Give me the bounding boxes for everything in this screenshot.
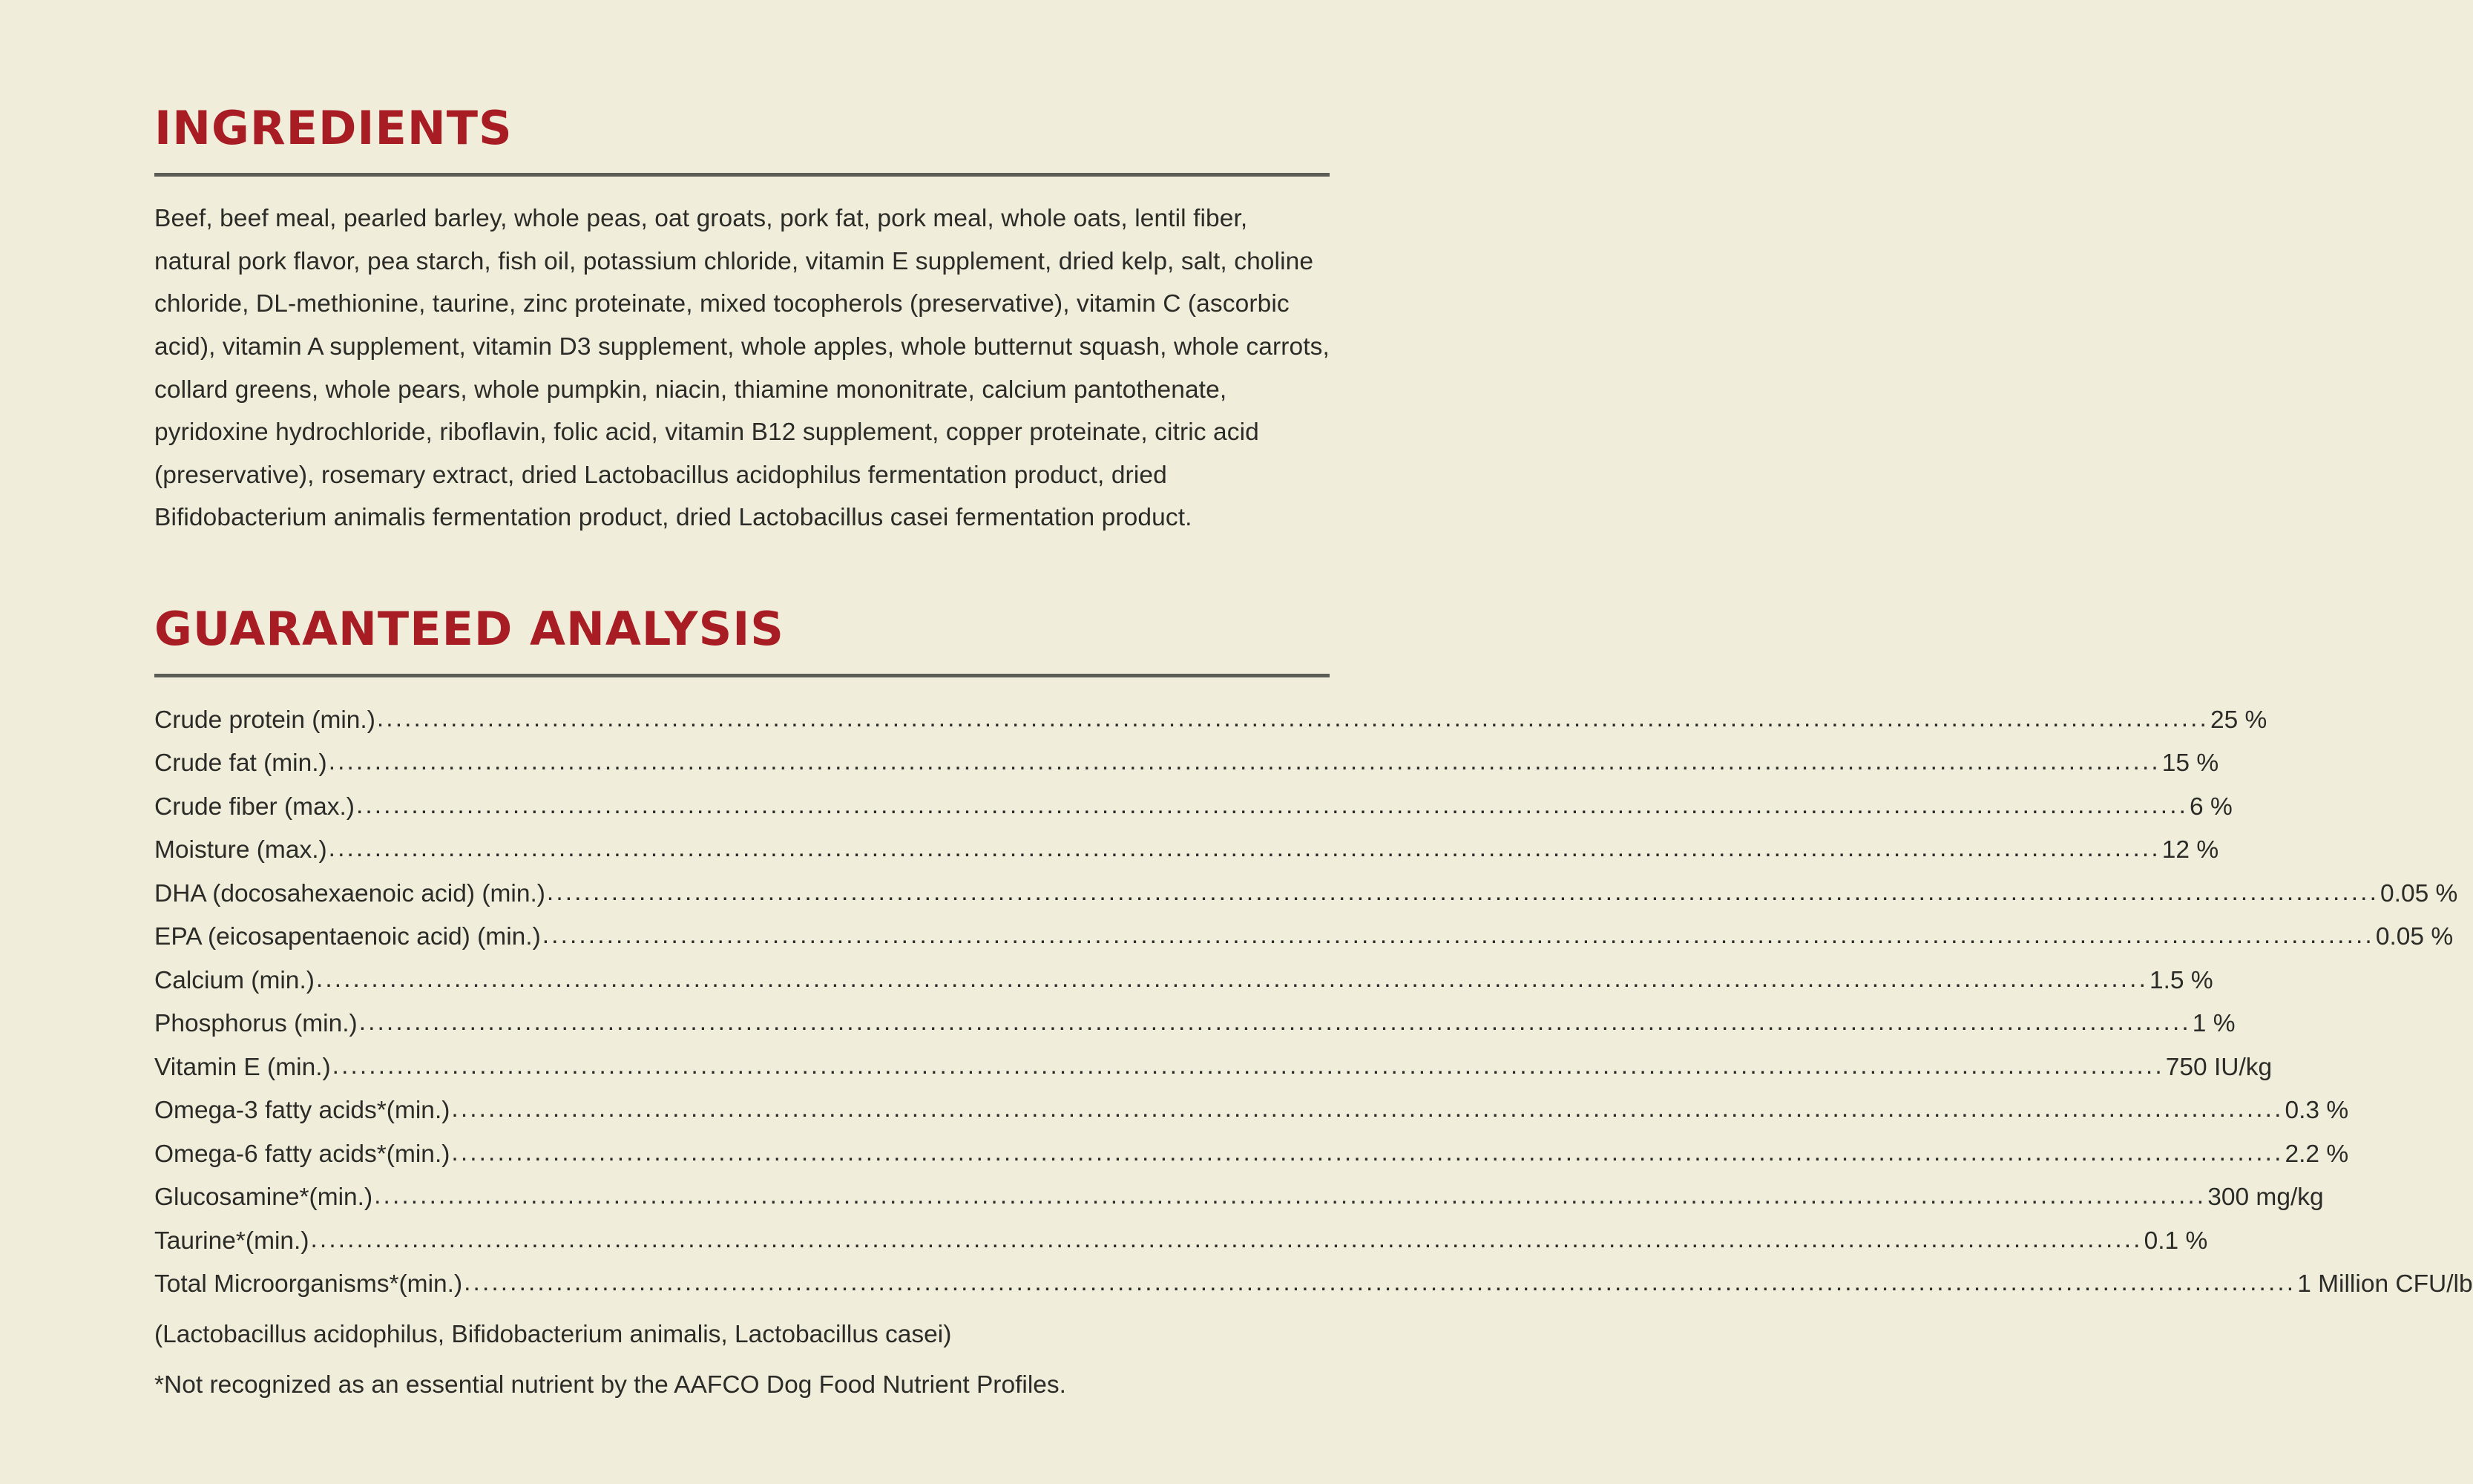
dot-leader: ....................................................................................................................................................................................................... [358,1008,2191,1037]
guaranteed-analysis-heading: GUARANTEED ANALYSIS [154,601,784,656]
guaranteed-analysis-row [154,1219,2208,1263]
guaranteed-analysis-row [154,785,2233,829]
nutrient-value: 0.1 % [2144,1227,2208,1255]
ingredients-text: Beef, beef meal, pearled barley, whole peas, oat groats, pork fat, pork meal, whole oats, lentil fiber, natural pork flavor, pea starch, fish oil, potassium chloride, vitamin E supplement, dried kelp, salt, choline chloride, DL-methionine, taurine, zinc proteinate, mixed tocopherols (preservative), vitamin C (ascorbic acid), vitamin A supplement, vitamin D3 supplement, whole apples, whole butternut squash, whole carrots, collard greens, whole pears, whole pumpkin, niacin, thiamine mononitrate, calcium pantothenate, pyridoxine hydrochloride, riboflavin, folic acid, vitamin B12 supplement, copper proteinate, citric acid (preservative), rosemary extract, dried Lactobacillus acidophilus fermentation product, dried Bifidobacterium animalis fermentation product, dried Lactobacillus casei fermentation product. [154,205,1330,532]
nutrient-name: Omega-6 fatty acids*(min.) [154,1140,450,1168]
dot-leader: ....................................................................................................................................................................................................... [546,878,2379,906]
nutrient-value: 750 IU/kg [2165,1053,2273,1081]
ingredients-divider [154,173,1330,177]
nutrient-name: Vitamin E (min.) [154,1053,331,1081]
dot-leader: ....................................................................................................................................................................................................... [332,1051,2164,1080]
guaranteed-analysis-divider [154,674,1330,677]
guaranteed-analysis-row [154,742,2219,786]
dot-leader: ....................................................................................................................................................................................................... [451,1138,2284,1166]
dot-leader: ....................................................................................................................................................................................................... [464,1269,2296,1297]
guaranteed-analysis-row [154,872,2458,916]
dot-leader: ....................................................................................................................................................................................................... [328,835,2161,863]
guaranteed-analysis-row [154,1089,2349,1133]
nutrient-value: 1 % [2192,1010,2236,1038]
nutrient-value: 12 % [2161,836,2219,864]
guaranteed-analysis-list [154,698,2473,1306]
dot-leader: ....................................................................................................................................................................................................... [451,1095,2284,1123]
nutrient-value: 25 % [2210,706,2267,734]
dot-leader: ....................................................................................................................................................................................................... [376,704,2209,732]
dot-leader: ....................................................................................................................................................................................................... [310,1225,2143,1253]
nutrient-value: 0.05 % [2375,923,2454,951]
guaranteed-analysis-row [154,916,2454,959]
ingredients-heading: INGREDIENTS [154,101,513,155]
guaranteed-analysis-row [154,1132,2349,1176]
nutrient-name: Crude protein (min.) [154,706,375,734]
dot-leader: ....................................................................................................................................................................................................... [542,922,2374,950]
nutrient-name: Phosphorus (min.) [154,1010,358,1038]
guaranteed-analysis-row [154,959,2213,1002]
guaranteed-analysis-row [154,1176,2324,1220]
nutrient-value: 2.2 % [2285,1140,2349,1168]
dot-leader: ....................................................................................................................................................................................................... [328,748,2161,776]
microorganisms-note: (Lactobacillus acidophilus, Bifidobacterium animalis, Lactobacillus casei) [154,1321,952,1349]
dot-leader: ....................................................................................................................................................................................................... [374,1182,2207,1210]
nutrient-value: 300 mg/kg [2207,1183,2324,1212]
nutrient-value: 1 Million CFU/lb [2297,1270,2473,1298]
nutrient-value: 0.3 % [2285,1097,2349,1125]
nutrient-name: Omega-3 fatty acids*(min.) [154,1097,450,1125]
nutrient-value: 1.5 % [2149,966,2213,994]
nutrient-name: Taurine*(min.) [154,1227,309,1255]
nutrient-value: 0.05 % [2380,879,2458,907]
nutrient-name: Moisture (max.) [154,836,327,864]
dot-leader: ....................................................................................................................................................................................................... [315,965,2148,993]
guaranteed-analysis-row [154,1002,2236,1046]
guaranteed-analysis-row [154,698,2267,742]
dot-leader: ....................................................................................................................................................................................................... [355,791,2189,819]
nutrient-value: 6 % [2190,792,2233,821]
nutrient-name: Glucosamine*(min.) [154,1183,373,1212]
nutrient-name: Total Microorganisms*(min.) [154,1270,463,1298]
guaranteed-analysis-row [154,1263,2473,1307]
nutrient-name: Crude fat (min.) [154,749,327,778]
nutrient-name: EPA (eicosapentaenoic acid) (min.) [154,923,541,951]
aafco-footnote: *Not recognized as an essential nutrient by the AAFCO Dog Food Nutrient Profiles. [154,1370,1066,1399]
guaranteed-analysis-row [154,1045,2273,1089]
nutrient-name: Calcium (min.) [154,966,315,994]
nutrient-name: Crude fiber (max.) [154,792,355,821]
nutrient-name: DHA (docosahexaenoic acid) (min.) [154,879,545,907]
guaranteed-analysis-row [154,829,2219,873]
nutrient-value: 15 % [2161,749,2219,778]
